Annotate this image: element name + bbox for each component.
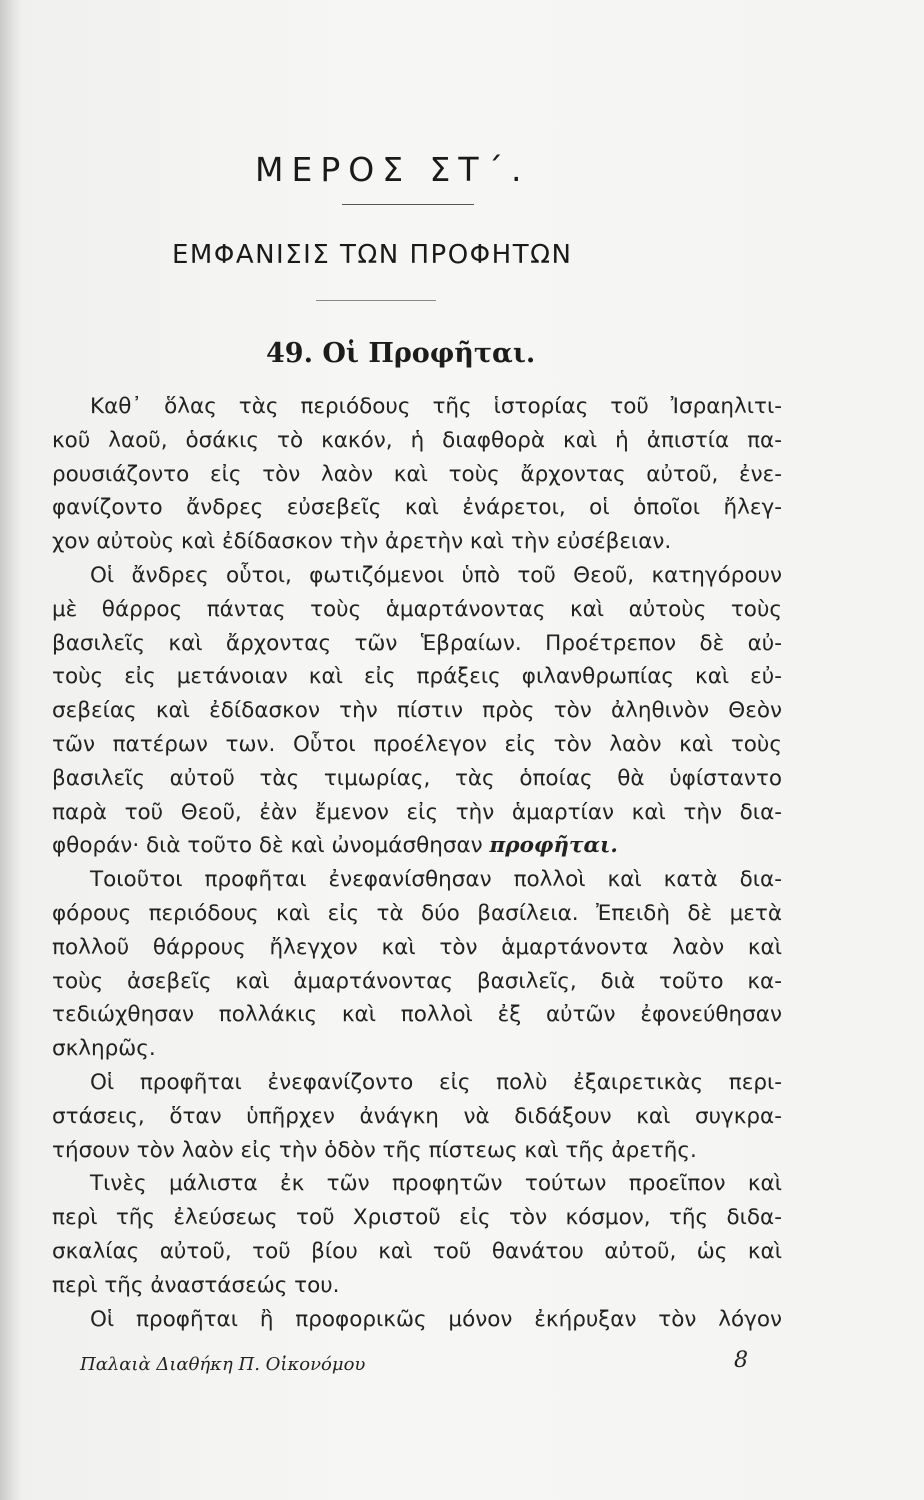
text-line: κοῦ λαοῦ, ὁσάκις τὸ κακόν, ἡ διαφθορὰ καὶ ἡ ἀπιστία πα-: [52, 427, 782, 453]
text-line: πολλοῦ θάρρους ἤλεγχον καὶ τὸν ἁμαρτάνοντα λαὸν καὶ: [52, 934, 782, 960]
text-line: τοὺς εἰς μετάνοιαν καὶ εἰς πράξεις φιλανθρωπίας καὶ εὐ-: [52, 664, 782, 690]
text-line: σκαλίας αὐτοῦ, τοῦ βίου καὶ τοῦ θανάτου αὐτοῦ, ὡς καὶ: [52, 1238, 782, 1264]
text-line: φανίζοντο ἄνδρες εὐσεβεῖς καὶ ἐνάρετοι, οἱ ὁποῖοι ἤλεγ-: [52, 495, 782, 521]
text-line: Οἱ ἄνδρες οὗτοι, φωτιζόμενοι ὑπὸ τοῦ Θεοῦ, κατηγόρουν: [90, 562, 782, 588]
footer-signature-mark: 8: [734, 1348, 748, 1373]
text-line-content: φθοράν· διὰ τοῦτο δὲ καὶ ὠνομάσθησαν: [52, 833, 483, 859]
text-line: φόρους περιόδους καὶ εἰς τὰ δύο βασίλεια. Ἐπειδὴ δὲ μετὰ: [52, 900, 782, 926]
text-line: βασιλεῖς αὐτοῦ τὰς τιμωρίας, τὰς ὁποίας θὰ ὑφίσταντο: [52, 765, 782, 791]
text-line: τῶν πατέρων των. Οὗτοι προέλεγον εἰς τὸν λαὸν καὶ τοὺς: [52, 731, 782, 757]
text-line: τοὺς ἀσεβεῖς καὶ ἁμαρτάνοντας βασιλεῖς, διὰ τοῦτο κα-: [52, 968, 782, 994]
title-divider-bottom: [316, 300, 436, 301]
text-line: περὶ τῆς ἀναστάσεώς του.: [52, 1272, 340, 1298]
text-line: σεβείας καὶ ἐδίδασκον τὴν πίστιν πρὸς τὸν ἀληθινὸν Θεὸν: [52, 698, 782, 724]
chapter-title: ΕΜΦΑΝΙΣΙΣ ΤΩΝ ΠΡΟΦΗΤΩΝ: [172, 240, 573, 270]
text-line: στάσεις, ὅταν ὑπῆρχεν ἀνάγκη νὰ διδάξουν καὶ συγκρα-: [52, 1103, 782, 1129]
text-line: χον αὐτοὺς καὶ ἐδίδασκον τὴν ἀρετὴν καὶ τὴν εὐσέβειαν.: [52, 529, 672, 555]
text-line: Τινὲς μάλιστα ἐκ τῶν προφητῶν τούτων προεῖπον καὶ: [90, 1171, 782, 1197]
text-line: περὶ τῆς ἐλεύσεως τοῦ Χριστοῦ εἰς τὸν κόσμον, τῆς διδα-: [52, 1205, 782, 1231]
title-divider-top: [342, 204, 474, 205]
text-line: παρὰ τοῦ Θεοῦ, ἐὰν ἔμενον εἰς τὴν ἁμαρτίαν καὶ τὴν δια-: [52, 799, 782, 825]
text-line: μὲ θάρρος πάντας τοὺς ἁμαρτάνοντας καὶ αὐτοὺς τοὺς: [52, 596, 782, 622]
text-line: Τοιοῦτοι προφῆται ἐνεφανίσθησαν πολλοὶ καὶ κατὰ δια-: [90, 867, 782, 893]
text-line: Καθ᾿ ὅλας τὰς περιόδους τῆς ἱστορίας τοῦ Ἰσραηλιτι-: [90, 394, 782, 419]
text-line: τεδιώχθησαν πολλάκις καὶ πολλοὶ ἐξ αὐτῶν ἐφονεύθησαν: [52, 1002, 782, 1028]
section-heading: 49. Οἱ Προφῆται.: [266, 338, 536, 369]
body-text: [52, 390, 782, 1336]
text-line: τήσουν τὸν λαὸν εἰς τὴν ὁδὸν τῆς πίστεως καὶ τῆς ἀρετῆς.: [52, 1137, 697, 1163]
text-line: σκληρῶς.: [52, 1036, 156, 1062]
text-line: Οἱ προφῆται ἐνεφανίζοντο εἰς πολὺ ἐξαιρετικὰς περι-: [90, 1069, 782, 1095]
text-line-with-emphasis: [52, 829, 782, 863]
text-line: ρουσιάζοντο εἰς τὸν λαὸν καὶ τοὺς ἄρχοντας αὐτοῦ, ἐνε-: [52, 461, 782, 487]
text-line: Οἱ προφῆται ἢ προφορικῶς μόνον ἐκήρυξαν τὸν λόγον: [90, 1306, 782, 1332]
page-spine-shadow: [0, 0, 22, 1500]
part-title: ΜΕΡΟΣ ΣΤ΄.: [255, 150, 530, 189]
emphasized-term: προφῆται.: [489, 833, 618, 859]
footer-book-title: Παλαιὰ Διαθήκη Π. Οἰκονόμου: [80, 1354, 366, 1375]
text-line: βασιλεῖς καὶ ἄρχοντας τῶν Ἑβραίων. Προέτρεπον δὲ αὐ-: [52, 630, 782, 656]
